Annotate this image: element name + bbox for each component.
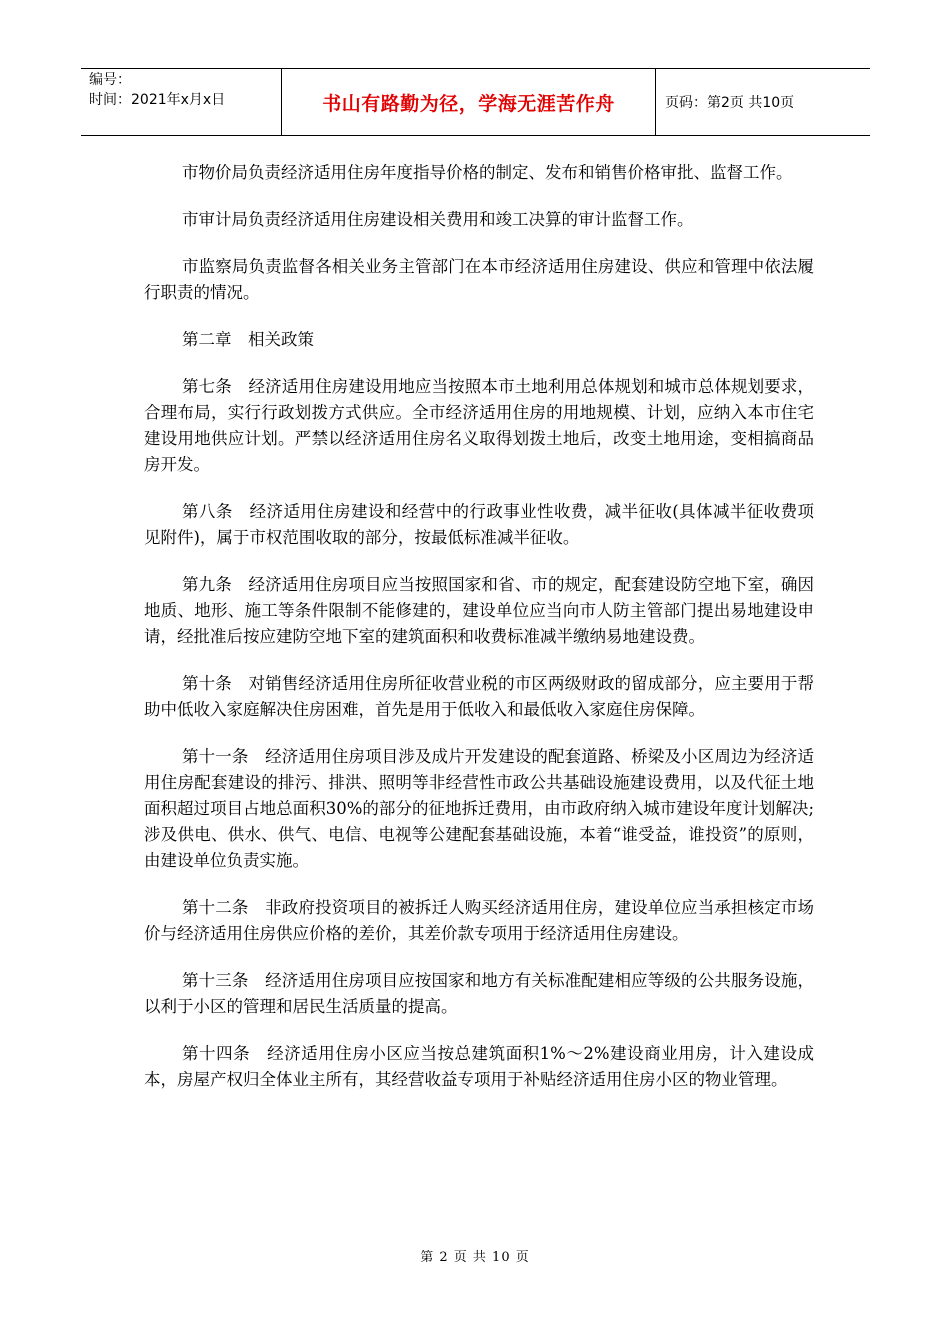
article-paragraph: 第七条 经济适用住房建设用地应当按照本市土地利用总体规划和城市总体规划要求，合理布局，实行行政划拨方式供应。全市经济适用住房的用地规模、计划，应纳入本市住宅建设用地供应计划。严禁以经济适用住房名义取得划拨土地后，改变土地用途，变相搞商品房开发。 — [144, 377, 814, 474]
chapter-heading: 第二章 相关政策 — [182, 330, 314, 349]
page-footer: 第 2 页 共 10 页 — [420, 1250, 530, 1265]
article-paragraph: 第八条 经济适用住房建设和经营中的行政事业性收费，减半征收(具体减半征收费项见附件)，属于市权范围收取的部分，按最低标准减半征收。 — [144, 502, 814, 547]
header-motto-cell — [281, 69, 656, 135]
page-number-info: 页码：第2页 共10页 — [665, 95, 795, 111]
header-page-info — [656, 69, 870, 135]
article-paragraph: 第十二条 非政府投资项目的被拆迁人购买经济适用住房，建设单位应当承担核定市场价与经济适用住房供应价格的差价，其差价款专项用于经济适用住房建设。 — [144, 898, 814, 943]
body-paragraph: 市物价局负责经济适用住房年度指导价格的制定、发布和销售价格审批、监督工作。 — [182, 163, 793, 182]
document-number-label: 编号： — [89, 72, 131, 88]
header-meta — [81, 69, 281, 135]
article-paragraph: 第九条 经济适用住房项目应当按照国家和省、市的规定，配套建设防空地下室，确因地质、地形、施工等条件限制不能修建的，建设单位应当向市人防主管部门提出易地建设申请，经批准后按应建防空地下室的建筑面积和收费标准减半缴纳易地建设费。 — [144, 575, 814, 646]
article-paragraph: 第十三条 经济适用住房项目应按国家和地方有关标准配建相应等级的公共服务设施，以利于小区的管理和居民生活质量的提高。 — [144, 971, 814, 1016]
article-paragraph: 第十四条 经济适用住房小区应当按总建筑面积1%～2%建设商业用房，计入建设成本，房屋产权归全体业主所有，其经营收益专项用于补贴经济适用住房小区的物业管理。 — [144, 1044, 814, 1089]
article-paragraph: 第十一条 经济适用住房项目涉及成片开发建设的配套道路、桥梁及小区周边为经济适用住房配套建设的排污、排洪、照明等非经营性市政公共基础设施建设费用，以及代征土地面积超过项目占地总面积30%的部分的征地拆迁费用，由市政府纳入城市建设年度计划解决;涉及供电、供水、供气、电信、电视等公建配套基础设施，本着“谁受益，谁投资”的原则，由建设单位负责实施。 — [144, 747, 814, 870]
body-paragraph: 市审计局负责经济适用住房建设相关费用和竣工决算的审计监督工作。 — [182, 210, 694, 229]
page-header — [81, 68, 870, 136]
document-body — [144, 160, 814, 1114]
document-date: 时间：2021年x月x日 — [89, 92, 226, 108]
header-motto: 书山有路勤为径，学海无涯苦作舟 — [322, 92, 615, 115]
body-paragraph: 市监察局负责监督各相关业务主管部门在本市经济适用住房建设、供应和管理中依法履行职责的情况。 — [144, 257, 814, 302]
article-paragraph: 第十条 对销售经济适用住房所征收营业税的市区两级财政的留成部分，应主要用于帮助中低收入家庭解决住房困难，首先是用于低收入和最低收入家庭住房保障。 — [144, 674, 814, 719]
